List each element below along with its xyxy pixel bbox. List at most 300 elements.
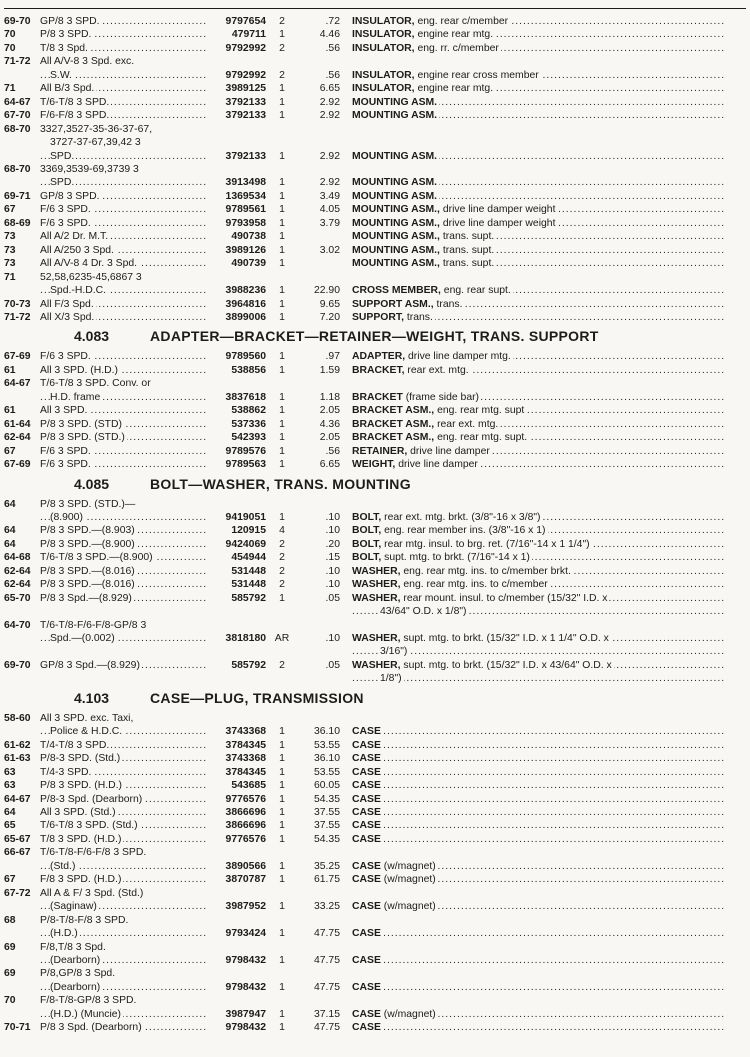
part-row [4, 244, 746, 257]
model-years [4, 136, 40, 149]
price: 37.55 [313, 820, 340, 832]
application [40, 766, 206, 779]
application-text: P/8 3 SPD. (STD.) [40, 432, 125, 444]
part-number [206, 136, 266, 149]
description [340, 659, 746, 672]
part-number [206, 941, 266, 954]
part-number: 9792992 [225, 42, 266, 54]
application-text: P/8 3 SPD. [40, 29, 92, 41]
model-years [4, 284, 40, 297]
part-row-continued [4, 860, 746, 873]
application [40, 445, 206, 458]
description [340, 109, 746, 122]
part-row [4, 203, 746, 216]
price: 4.05 [319, 204, 340, 216]
part-detail: drive line damper [410, 445, 490, 457]
application-text: P/8 3 SPD.—(8.016) [40, 565, 135, 577]
price: 36.10 [313, 726, 340, 738]
part-name: WASHER, [352, 633, 401, 645]
part-detail: eng. rear c/member [417, 16, 509, 27]
price: .15 [325, 552, 340, 564]
description [340, 981, 746, 994]
part-detail: eng. rear mtg. supt. [437, 432, 528, 444]
part-name: CASE [352, 1008, 381, 1020]
part-detail: eng. rear supt. [443, 285, 511, 297]
description [340, 779, 746, 792]
part-name: WASHER, [352, 592, 401, 604]
part-row [4, 42, 746, 55]
model-years [4, 927, 40, 940]
part-row [4, 659, 746, 672]
description [340, 55, 746, 68]
part-number: 1369534 [225, 190, 266, 202]
price: 2.05 [319, 432, 340, 444]
quantity: 1 [279, 901, 285, 913]
quantity: 1 [279, 726, 285, 738]
part-name: WASHER, [352, 659, 401, 671]
application [40, 739, 206, 752]
application-text: (Std.) [50, 860, 76, 872]
part-number: 9798432 [225, 955, 266, 966]
part-number [206, 163, 266, 176]
description [340, 511, 746, 524]
application [40, 752, 206, 765]
price: 47.75 [313, 981, 340, 993]
application [40, 391, 206, 404]
quantity: 1 [279, 244, 285, 256]
part-detail: engine rear cross member [417, 69, 539, 81]
part-row-continued [4, 954, 746, 967]
application-text: (H.D.) [50, 928, 78, 940]
part-detail: (w/magnet) [383, 1008, 436, 1020]
description-text [352, 191, 439, 202]
part-number: 9789560 [225, 351, 266, 363]
quantity: 1 [279, 177, 285, 189]
application [40, 458, 206, 471]
part-detail: drive line damper mtg. [408, 351, 511, 363]
application-text: F/6 3 SPD. [40, 459, 91, 471]
part-row-continued [4, 1008, 746, 1021]
part-name: SUPPORT, [352, 311, 404, 323]
part-row-continued [4, 725, 746, 738]
part-number: 585792 [231, 659, 266, 671]
application [40, 163, 206, 176]
part-detail: engine rear mtg. [417, 29, 494, 41]
model-years: 62-64 [4, 432, 31, 444]
part-number: 454944 [231, 552, 266, 564]
application [40, 257, 206, 270]
model-years: 65-70 [4, 592, 31, 604]
price: .10 [325, 511, 340, 523]
application [40, 28, 206, 41]
part-name: CASE [352, 780, 381, 792]
description-text [352, 258, 496, 269]
model-years: 61 [4, 405, 16, 417]
application-text: T/4-3 SPD. [40, 766, 92, 778]
part-detail: drive line damper weight [442, 217, 556, 229]
model-years [4, 1008, 40, 1021]
part-number: 9792992 [225, 69, 266, 81]
description-text [352, 231, 496, 242]
description-text [352, 955, 383, 966]
application-text: F/8,T/8 3 Spd. [40, 941, 106, 953]
part-number: 3989125 [225, 83, 266, 95]
description-text [352, 780, 383, 791]
part-row [4, 190, 746, 203]
application-text: All A/V-8 4 Dr. 3 Spd. [40, 258, 138, 270]
part-number: 537336 [231, 418, 266, 430]
application-text: T/6-T/8-F/6-F/8 3 SPD. [40, 847, 147, 859]
application [40, 725, 206, 738]
description-text [352, 552, 532, 563]
description [340, 203, 746, 216]
application-text: (Dearborn) [50, 981, 101, 993]
model-years: 69-70 [4, 659, 31, 671]
application [40, 69, 206, 82]
part-number: 542393 [231, 432, 266, 444]
quantity: 1 [279, 955, 285, 966]
description [340, 136, 746, 149]
application-text: P/8,GP/8 3 Spd. [40, 968, 116, 980]
application-text: P/8 3 SPD.—(8.900) [40, 538, 135, 550]
part-name: MOUNTING ASM. [352, 110, 438, 122]
part-detail: trans. supt. [442, 231, 495, 243]
price: .56 [325, 42, 340, 54]
description-text [352, 525, 548, 536]
model-years: 68-70 [4, 163, 31, 175]
application-text: F/6-F/8 3 SPD. [40, 110, 110, 122]
part-number: 585792 [231, 592, 266, 604]
part-row [4, 914, 746, 927]
description-text [352, 299, 464, 310]
part-number: 538862 [231, 405, 266, 417]
part-detail: (w/magnet) [383, 860, 436, 872]
price [298, 55, 340, 68]
price [298, 994, 340, 1007]
model-years: 62-64 [4, 579, 31, 591]
part-row [4, 779, 746, 792]
price: .20 [325, 538, 340, 550]
part-name: CASE [352, 753, 381, 765]
price: 47.75 [313, 928, 340, 940]
part-number: 9793424 [225, 928, 266, 940]
part-row [4, 458, 746, 471]
price [298, 967, 340, 980]
description [340, 941, 746, 954]
description [340, 163, 746, 176]
application-text: All A/250 3 Spd. [40, 244, 114, 256]
application [40, 524, 206, 537]
description [340, 846, 746, 859]
part-name: BRACKET ASM., [352, 432, 435, 444]
model-years: 70-73 [4, 298, 31, 310]
application [40, 981, 206, 994]
part-name: CASE [352, 955, 381, 966]
part-name: BOLT, [352, 538, 382, 550]
application [40, 914, 206, 927]
description-text [352, 43, 501, 54]
model-years: 67-69 [4, 459, 31, 471]
description [340, 538, 746, 551]
quantity: 1 [279, 83, 285, 95]
quantity: 1 [279, 753, 285, 765]
application [40, 819, 206, 832]
part-name: SUPPORT ASM., [352, 298, 434, 310]
price: .10 [325, 525, 340, 537]
model-years: 67 [4, 874, 16, 886]
part-name: BRACKET ASM., [352, 405, 435, 417]
quantity [266, 55, 298, 68]
price: 6.65 [319, 83, 340, 95]
model-years: 64 [4, 538, 16, 550]
quantity: 1 [279, 217, 285, 229]
application [40, 860, 206, 873]
model-years: 58-60 [4, 712, 31, 724]
model-years: 70-71 [4, 1022, 31, 1034]
price: 2.92 [319, 96, 340, 108]
model-years [4, 900, 40, 913]
part-detail-continued: 43/64" O.D. x 1/8") [380, 606, 467, 618]
model-years: 71 [4, 83, 16, 95]
description-text [352, 794, 383, 805]
section-number: 4.103 [74, 689, 110, 706]
part-number: 9789563 [225, 459, 266, 471]
description [340, 900, 746, 913]
part-name: CASE [352, 901, 381, 913]
price: 33.25 [313, 901, 340, 913]
part-detail: supt. mtg. to brkt. (7/16"-14 x 1) [384, 552, 530, 564]
model-years [4, 860, 40, 873]
description [340, 954, 746, 967]
part-name: BRACKET, [352, 364, 405, 376]
part-detail-continued: 1/8") [380, 673, 402, 685]
description-continued [340, 605, 746, 618]
description [340, 551, 746, 564]
description [340, 578, 746, 591]
price: 4.36 [319, 418, 340, 430]
application [40, 1008, 206, 1021]
description-text [352, 365, 471, 376]
part-detail: rear ext. mtg. brkt. (3/8"-16 x 3/8") [384, 511, 541, 523]
part-row [4, 82, 746, 95]
application [40, 404, 206, 417]
application-text: 3327,3527-35-36-37-67, [40, 123, 153, 135]
part-name: MOUNTING ASM., [352, 244, 440, 256]
description-text [352, 177, 439, 188]
price: 22.90 [313, 285, 340, 297]
description-text [352, 740, 383, 751]
part-detail: trans. supt. [442, 244, 495, 256]
part-number: 3792133 [225, 150, 266, 162]
description [340, 418, 746, 431]
quantity: 2 [279, 579, 285, 591]
description [340, 860, 746, 873]
application [40, 109, 206, 122]
model-years: 65-67 [4, 833, 31, 845]
application-text: All A/2 Dr. M.T. [40, 231, 109, 243]
part-number: 490738 [231, 231, 266, 243]
price [298, 498, 340, 511]
application-text: P/8 3 SPD. (STD) [40, 418, 122, 430]
part-name: INSULATOR, [352, 83, 415, 95]
part-number: 3743368 [225, 753, 266, 765]
description-text [352, 218, 557, 229]
description [340, 725, 746, 738]
description [340, 632, 746, 645]
description-text [352, 29, 495, 40]
description-text [352, 70, 541, 81]
part-row [4, 592, 746, 605]
part-number: 9789561 [225, 204, 266, 216]
application-text: Police & H.D.C. [50, 726, 123, 738]
application-text: P/8-3 SPD. (Std.) [40, 753, 121, 765]
price: 4.46 [319, 29, 340, 41]
part-number: 543685 [231, 780, 266, 792]
part-name: CASE [352, 739, 381, 751]
price: .72 [325, 16, 340, 27]
application [40, 565, 206, 578]
description [340, 445, 746, 458]
price: 3.02 [319, 244, 340, 256]
description [340, 350, 746, 363]
quantity [266, 619, 298, 632]
part-name: CASE [352, 981, 381, 993]
quantity: 1 [279, 258, 285, 270]
part-row [4, 712, 746, 725]
part-number: 531448 [231, 565, 266, 577]
price [298, 123, 340, 136]
application-text: All 3 SPD. [40, 405, 88, 417]
application [40, 15, 206, 28]
application [40, 42, 206, 55]
part-row [4, 941, 746, 954]
model-years [4, 725, 40, 738]
price: 1.18 [319, 391, 340, 403]
application [40, 954, 206, 967]
application-text: P/8 3 SPD. (STD.)— [40, 498, 136, 510]
part-row [4, 163, 746, 176]
application [40, 967, 206, 980]
part-row [4, 431, 746, 444]
model-years: 71-72 [4, 311, 31, 323]
part-row-continued [4, 511, 746, 524]
application [40, 712, 206, 725]
part-number [206, 846, 266, 859]
part-name: MOUNTING ASM. [352, 177, 438, 189]
part-number: 3784345 [225, 766, 266, 778]
application-text: (Dearborn) [50, 955, 101, 966]
part-name: INSULATOR, [352, 16, 415, 27]
part-row [4, 846, 746, 859]
description [340, 257, 746, 270]
application [40, 994, 206, 1007]
part-number [206, 967, 266, 980]
part-row [4, 994, 746, 1007]
part-name: BRACKET [352, 391, 403, 403]
part-row [4, 752, 746, 765]
part-row-continued [4, 150, 746, 163]
part-number: 538856 [231, 364, 266, 376]
application [40, 284, 206, 297]
application [40, 806, 206, 819]
price: 47.75 [313, 955, 340, 966]
description [340, 42, 746, 55]
part-detail: eng. rear mtg. ins. to c/member brkt. [403, 565, 571, 577]
application [40, 592, 206, 605]
part-detail: (frame side bar) [405, 391, 480, 403]
application-text: Spd.—(0.002) [50, 633, 115, 645]
application [40, 150, 206, 163]
model-years: 69-71 [4, 190, 31, 202]
description [340, 524, 746, 537]
part-row-continued [4, 981, 746, 994]
description-text [352, 1009, 438, 1020]
description [340, 498, 746, 511]
price [298, 163, 340, 176]
part-number [206, 271, 266, 284]
model-years [4, 69, 40, 82]
part-number: 3792133 [225, 110, 266, 122]
part-row [4, 311, 746, 324]
part-row [4, 833, 746, 846]
part-number: 9798432 [225, 1022, 266, 1034]
application [40, 498, 206, 511]
application [40, 551, 206, 564]
part-name: MOUNTING ASM., [352, 217, 440, 229]
price [298, 257, 340, 270]
application [40, 632, 206, 645]
application [40, 846, 206, 859]
part-row [4, 498, 746, 511]
application [40, 123, 206, 136]
description-text [352, 204, 557, 215]
quantity: 1 [279, 405, 285, 417]
model-years: 64-70 [4, 619, 31, 631]
application [40, 578, 206, 591]
application-text: GP/8 3 Spd.—(8.929) [40, 659, 140, 671]
model-years: 71 [4, 271, 16, 283]
application [40, 136, 206, 149]
part-row [4, 418, 746, 431]
part-row [4, 445, 746, 458]
part-number: 3866696 [225, 820, 266, 832]
price: 7.20 [319, 311, 340, 323]
quantity: 1 [279, 298, 285, 310]
price [298, 377, 340, 390]
part-number: 479711 [231, 29, 266, 41]
model-years: 73 [4, 244, 16, 256]
quantity: 1 [279, 928, 285, 940]
model-years [4, 632, 40, 645]
part-number: 9419051 [225, 511, 266, 523]
quantity: AR [274, 633, 290, 645]
application [40, 217, 206, 230]
description [340, 766, 746, 779]
price [298, 846, 340, 859]
price: .56 [325, 69, 340, 81]
description-text [352, 982, 383, 993]
description [340, 819, 746, 832]
part-number [206, 123, 266, 136]
part-name: MOUNTING ASM. [352, 96, 438, 108]
part-row [4, 109, 746, 122]
application-text: F/6 3 SPD. [40, 351, 91, 363]
part-number: 9424069 [225, 538, 266, 550]
part-name: BRACKET ASM., [352, 418, 435, 430]
quantity [266, 967, 298, 980]
description [340, 364, 746, 377]
description [340, 150, 746, 163]
